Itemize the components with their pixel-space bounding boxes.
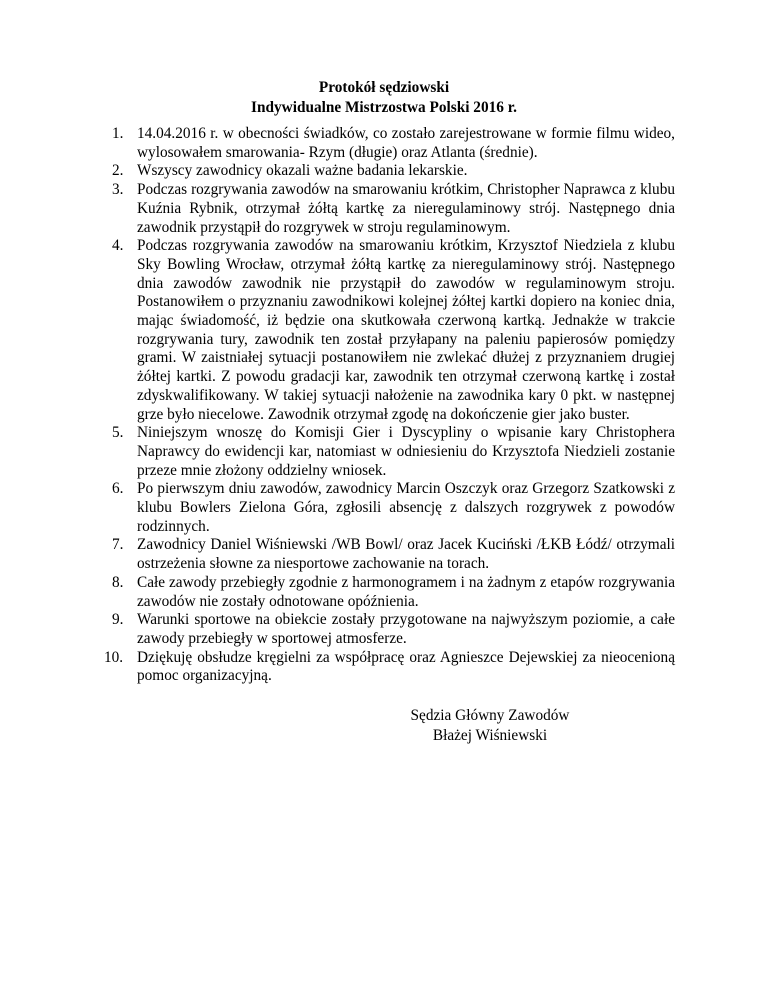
protocol-point (104, 648, 675, 686)
point-number: 7. (112, 536, 124, 554)
protocol-point (112, 611, 675, 648)
point-text: 14.04.2016 r. w obecności świadków, co zostało zarejestrowane w formie filmu wideo, wylosowałem smarowania- Rzym (długie) oraz Atlanta (średnie). (137, 125, 675, 161)
document-subtitle: Indywidualne Mistrzostwa Polski 2016 r. (251, 99, 517, 116)
point-text: Dziękuję obsłudze kręgielni za współpracę oraz Agnieszce Dejewskiej za nieocenioną pomoc organizacyjną. (137, 648, 675, 685)
point-text: Zawodnicy Daniel Wiśniewski /WB Bowl/ oraz Jacek Kuciński /ŁKB Łódź/ otrzymali ostrzeżenia słowne za niesportowe zachowanie na torach. (137, 536, 675, 573)
point-number: 2. (112, 162, 124, 180)
point-text: Całe zawody przebiegły zgodnie z harmonogramem i na żadnym z etapów rozgrywania zawodów nie zostały odnotowane opóźnienia. (137, 573, 675, 610)
protocol-points-list (104, 125, 675, 686)
signature-name: Błażej Wiśniewski (432, 727, 548, 744)
point-number: 5. (112, 424, 124, 442)
protocol-point (112, 162, 675, 181)
point-text: Podczas rozgrywania zawodów na smarowaniu krótkim, Christopher Naprawca z klubu Kuźnia Rybnik, otrzymał żółtą kartkę za nieregulaminowy strój. Następnego dnia zawodnik przystąpił do rozgrywek w stroju regulaminowym. (137, 181, 675, 236)
point-text: Niniejszym wnoszę do Komisji Gier i Dyscypliny o wpisanie kary Christophera Naprawcy do ewidencji kar, natomiast w odniesieniu do Krzysztofa Niedzieli zostanie przeze mnie złożony oddzielny wniosek. (137, 424, 675, 479)
protocol-point (112, 574, 675, 611)
protocol-point (112, 536, 675, 573)
protocol-point (112, 424, 675, 480)
point-number: 3. (112, 181, 124, 199)
point-text: Podczas rozgrywania zawodów na smarowaniu krótkim, Krzysztof Niedziela z klubu Sky Bowling Wrocław, otrzymał żółtą kartkę za nieregulaminowy strój. Następnego dnia zawodów zawodnik nie przystąpił do zawodów w regulaminowym stroju. Postanowiłem o przyznaniu zawodnikowi kolejnej żółtej kartki dopiero na koniec dnia, mając świadomość, iż będzie ona skutkowała czerwoną kartką. Jednakże w trakcie rozgrywania tury, zawodnik ten został przyłapany na paleniu papierosów pomiędzy grami. W zaistniałej sytuacji postanowiłem nie zwlekać dłużej z przyznaniem drugiej żółtej kartki. Z powodu gradacji kar, zawodnik ten otrzymał czerwoną kartkę i został zdyskwalifikowany. W takiej sytuacji nałożenie na zawodnika kary 0 pkt. w następnej grze było niecelowe. Zawodnik otrzymał zgodę na dokończenie gier jako buster. (137, 237, 675, 423)
point-number: 4. (112, 237, 124, 255)
protocol-point (112, 125, 675, 162)
point-number: 9. (112, 611, 124, 629)
point-number: 10. (104, 648, 124, 666)
protocol-point (112, 237, 675, 424)
protocol-point (112, 181, 675, 237)
protocol-point (112, 480, 675, 536)
point-number: 8. (112, 573, 124, 591)
point-number: 6. (112, 480, 124, 498)
document-title: Protokół sędziowski (318, 79, 450, 96)
point-number: 1. (112, 125, 124, 142)
document-header (0, 78, 768, 118)
signature-block (392, 706, 588, 746)
point-text: Po pierwszym dniu zawodów, zawodnicy Marcin Oszczyk oraz Grzegorz Szatkowski z klubu Bowlers Zielona Góra, zgłosili absencję z dalszych rozgrywek z powodów rodzinnych. (137, 480, 675, 535)
point-text: Wszyscy zawodnicy okazali ważne badania lekarskie. (137, 162, 468, 180)
signature-role: Sędzia Główny Zawodów (410, 707, 570, 724)
point-text: Warunki sportowe na obiekcie zostały przygotowane na najwyższym poziomie, a całe zawody przebiegły w sportowej atmosferze. (137, 611, 675, 647)
